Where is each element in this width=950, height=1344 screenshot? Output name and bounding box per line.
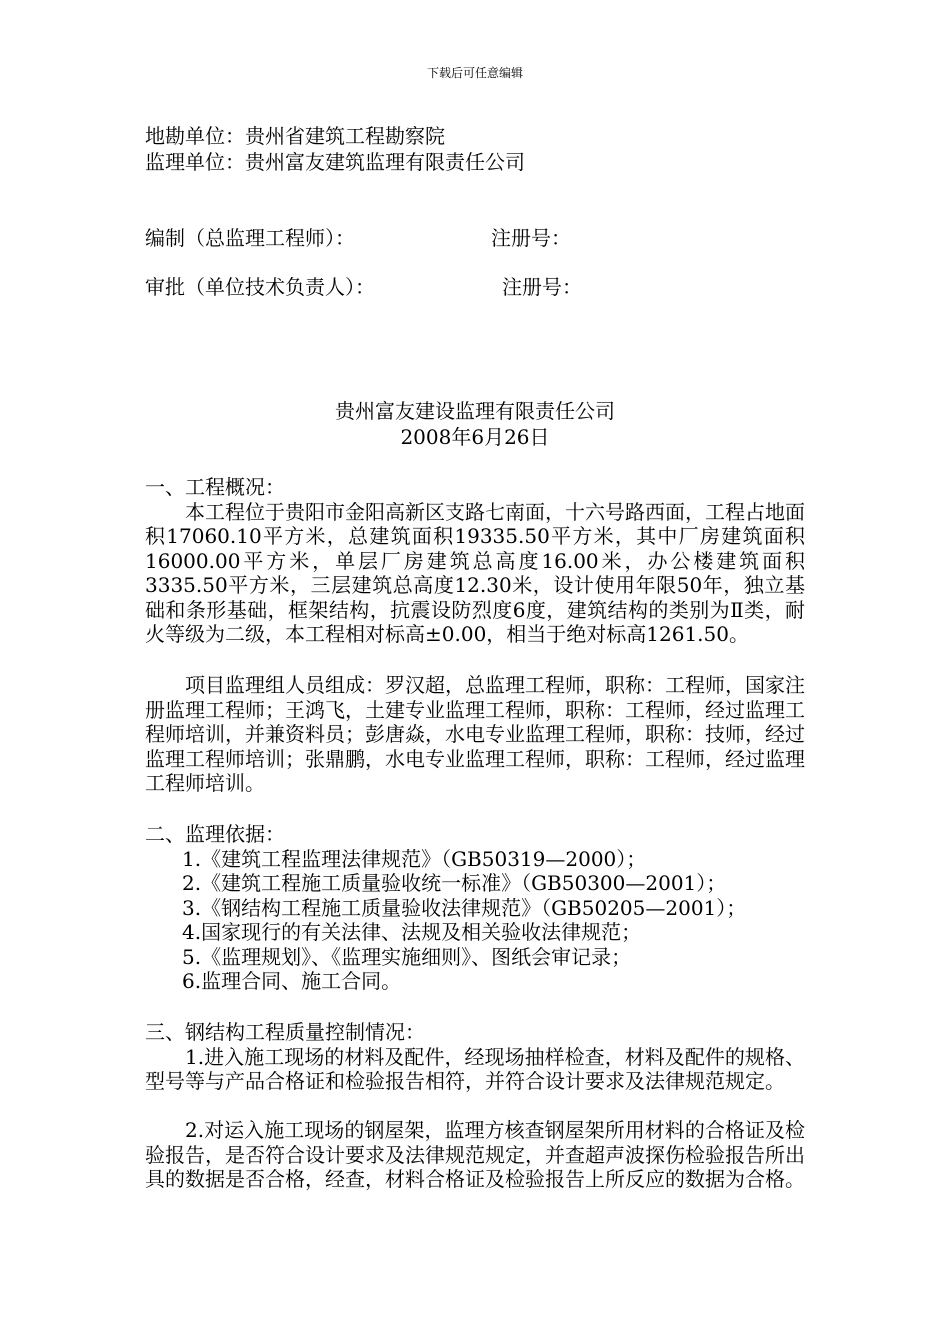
basis-list <box>145 847 825 994</box>
supervision-unit: 监理单位：贵州富友建筑监理有限责任公司 <box>145 150 525 174</box>
project-overview-paragraph: 本工程位于贵阳市金阳高新区支路七南面，十六号路西面，工程占地面积17060.10平方米，总建筑面积19335.50平方米，其中厂房建筑面积16000.00平方米，单层厂房建筑总高度16.00米，办公楼建筑面积3335.50平方米，三层建筑总高度12.30米，设计使用年限50年，独立基础和条形基础，框架结构，抗震设防烈度6度，建筑结构的类别为Ⅱ类，耐火等级为二级，本工程相对标高±0.00，相当于绝对标高1261.50。 <box>145 499 805 646</box>
list-item: 5.《监理规划》、《监理实施细则》、图纸会审记录； <box>182 944 632 969</box>
company-name: 贵州富友建设监理有限责任公司 <box>335 399 615 423</box>
approver-reg-label: 注册号： <box>502 275 582 299</box>
section2-heading: 二、监理依据： <box>145 822 285 846</box>
list-item: 2.《建筑工程施工质量验收统一标准》（GB50300—2001）； <box>182 871 727 895</box>
list-item: 1.《建筑工程监理法律规范》（GB50319—2000）； <box>182 846 647 871</box>
materials-paragraph: 1.进入施工现场的材料及配件，经现场抽样检查，材料及配件的规格、型号等与产品合格证和检验报告相符，并符合设计要求及法律规范规定。 <box>145 1044 805 1093</box>
list-item: 4.国家现行的有关法律、法规及相关验收法律规范； <box>182 920 642 944</box>
section1-heading: 一、工程概况： <box>145 475 285 499</box>
list-item: 3.《钢结构工程施工质量验收法律规范》（GB50205—2001）； <box>182 895 747 920</box>
compiler-label: 编制（总监理工程师）： <box>145 226 355 250</box>
staff-paragraph: 项目监理组人员组成：罗汉超，总监理工程师，职称：工程师，国家注册监理工程师；王鸿飞，土建专业监理工程师，职称：工程师，经过监理工程师培训，并兼资料员；彭唐焱，水电专业监理工程师，职称：技师，经过监理工程师培训；张鼎鹏，水电专业监理工程师，职称：工程师，经过监理工程师培训。 <box>145 673 805 795</box>
steel-truss-paragraph: 2.对运入施工现场的钢屋架，监理方核查钢屋架所用材料的合格证及检验报告，是否符合设计要求及法律规范规定，并查超声波探伤检验报告所出具的数据是否合格，经查，材料合格证及检验报告上所反应的数据为合格。 <box>145 1118 805 1191</box>
list-item: 6.监理合同、施工合同。 <box>182 969 402 993</box>
section3-heading: 三、钢结构工程质量控制情况： <box>145 1020 425 1044</box>
header-note: 下载后可任意编辑 <box>426 66 523 80</box>
approver-label: 审批（单位技术负责人）： <box>145 275 375 299</box>
survey-unit: 地勘单位：贵州省建筑工程勘察院 <box>145 124 445 148</box>
document-date: 2008年6月26日 <box>400 425 550 449</box>
compiler-reg-label: 注册号： <box>491 226 571 250</box>
